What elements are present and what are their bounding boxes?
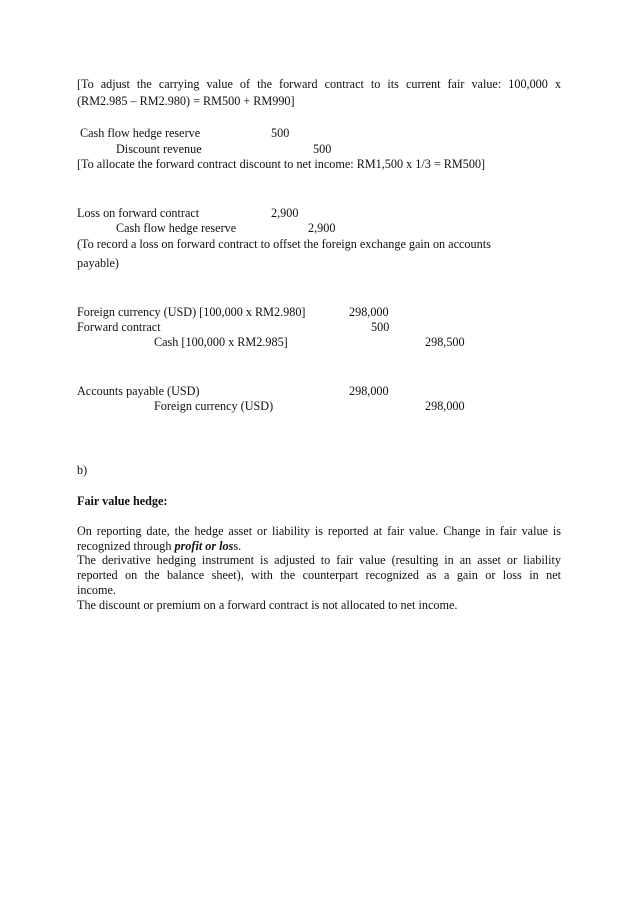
entry1-credit-amount: 500 <box>313 142 332 156</box>
entry4-credit-amount: 298,000 <box>425 399 465 413</box>
entry3-debit1-account: Foreign currency (USD) [100,000 x RM2.980] <box>77 305 306 319</box>
entry2-note-line-1: (To record a loss on forward contract to offset the foreign exchange gain on accounts <box>77 237 491 251</box>
part-b-p2-line-3: income. <box>77 583 116 597</box>
part-b-p1-line-2 <box>77 539 241 553</box>
entry3-credit-account: Cash [100,000 x RM2.985] <box>154 335 288 349</box>
part-b-p2-line-2: reported on the balance sheet), with the counterpart recognized as a gain or loss in net <box>77 568 561 582</box>
entry1-credit-account: Discount revenue <box>116 142 202 156</box>
entry2-debit-account: Loss on forward contract <box>77 206 200 220</box>
entry2-credit-account: Cash flow hedge reserve <box>116 221 237 235</box>
part-b-p1-line-2-pre: recognized through <box>77 539 175 553</box>
entry4-credit-account: Foreign currency (USD) <box>154 399 274 413</box>
part-b-heading: Fair value hedge: <box>77 494 168 508</box>
part-b-p3: The discount or premium on a forward contract is not allocated to net income. <box>77 598 458 612</box>
entry2-credit-amount: 2,900 <box>308 221 336 235</box>
part-b-p2-line-1: The derivative hedging instrument is adjusted to fair value (resulting in an asset or liability <box>77 553 561 567</box>
entry3-debit2-account: Forward contract <box>77 320 161 334</box>
entry4-debit-amount: 298,000 <box>349 384 389 398</box>
adjust-note-line-1: [To adjust the carrying value of the forward contract to its current fair value: 100,000 x <box>77 77 561 91</box>
part-b-p1-line-1: On reporting date, the hedge asset or liability is reported at fair value. Change in fair value is <box>77 524 561 538</box>
entry4-debit-account: Accounts payable (USD) <box>77 384 200 398</box>
entry3-debit1-amount: 298,000 <box>349 305 389 319</box>
entry1-debit-amount: 500 <box>271 126 290 140</box>
entry3-debit2-amount: 500 <box>371 320 390 334</box>
entry1-debit-account: Cash flow hedge reserve <box>80 126 201 140</box>
entry3-credit-amount: 298,500 <box>425 335 465 349</box>
entry1-note: [To allocate the forward contract discount to net income: RM1,500 x 1/3 = RM500] <box>77 157 486 171</box>
entry2-note-line-2: payable) <box>77 256 119 270</box>
part-b-label: b) <box>77 463 88 477</box>
part-b-p1-line-2-post: s. <box>233 539 242 553</box>
entry2-debit-amount: 2,900 <box>271 206 299 220</box>
adjust-note-line-2: (RM2.985 – RM2.980) = RM500 + RM990] <box>77 94 295 108</box>
part-b-p1-emphasis: profit or los <box>174 539 234 553</box>
